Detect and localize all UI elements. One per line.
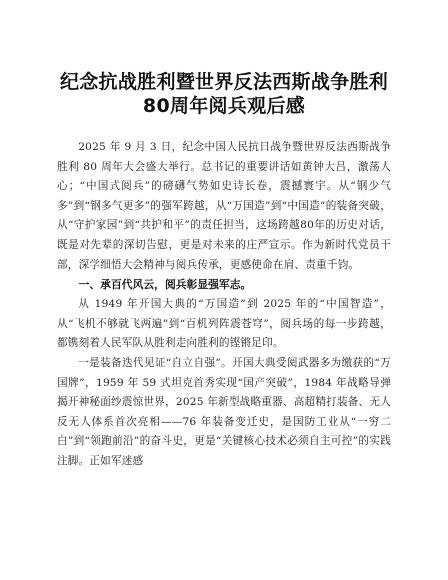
intro-paragraph: 2025 年 9 月 3 日，纪念中国人民抗日战争暨世界反法西斯战争胜利 80 周年大会盛大举行。总书记的重要讲话如黄钟大吕，激荡人心；“中国式阅兵”的磅礴气势如史诗长卷，震撼寰宇。从“钢少气多”到“钢多气更多”的强军跨越，从“万国造”到“中国造”的装备突破，从“守护家园”到“共护和平”的责任担当，这场跨越80年的历史对话，既是对先辈的深切告慰，更是对未来的庄严宣示。作为新时代党员干部，深学细悟大会精神与阅兵传承，更感使命在肩、责重千钧。 xyxy=(57,141,391,271)
section-heading: 一、承百代风云，阅兵彰显强军志。 xyxy=(78,278,252,292)
document-title: 纪念抗战胜利暨世界反法西斯战争胜利80周年阅兵观后感 xyxy=(59,71,389,117)
body-paragraph: 从 1949 年开国大典的“万国造”到 2025 年的“中国智造”，从“飞机不够就飞两遍”到“百机列阵震苍穹”，阅兵场的每一步跨越，都镌刻着人民军队从胜利走向胜利的铿锵足印。 xyxy=(57,298,391,350)
body-paragraph: 一是装备迭代见证“自立自强”。开国大典受阅武器多为缴获的“万国牌”，1959 年 59 式坦克首秀实现“国产突破”，1984 年战略导弹揭开神秘面纱震惊世界，2025 年新型战略重器、高超精打装备、无人反无人体系首次亮相——76 年装备变迁史，是国防工业从“一穷二白”到“领跑前沿”的奋斗史，更是“关键核心技术必须自主可控”的实践注脚。正如军迷感 xyxy=(57,356,391,467)
document-page xyxy=(57,70,391,472)
